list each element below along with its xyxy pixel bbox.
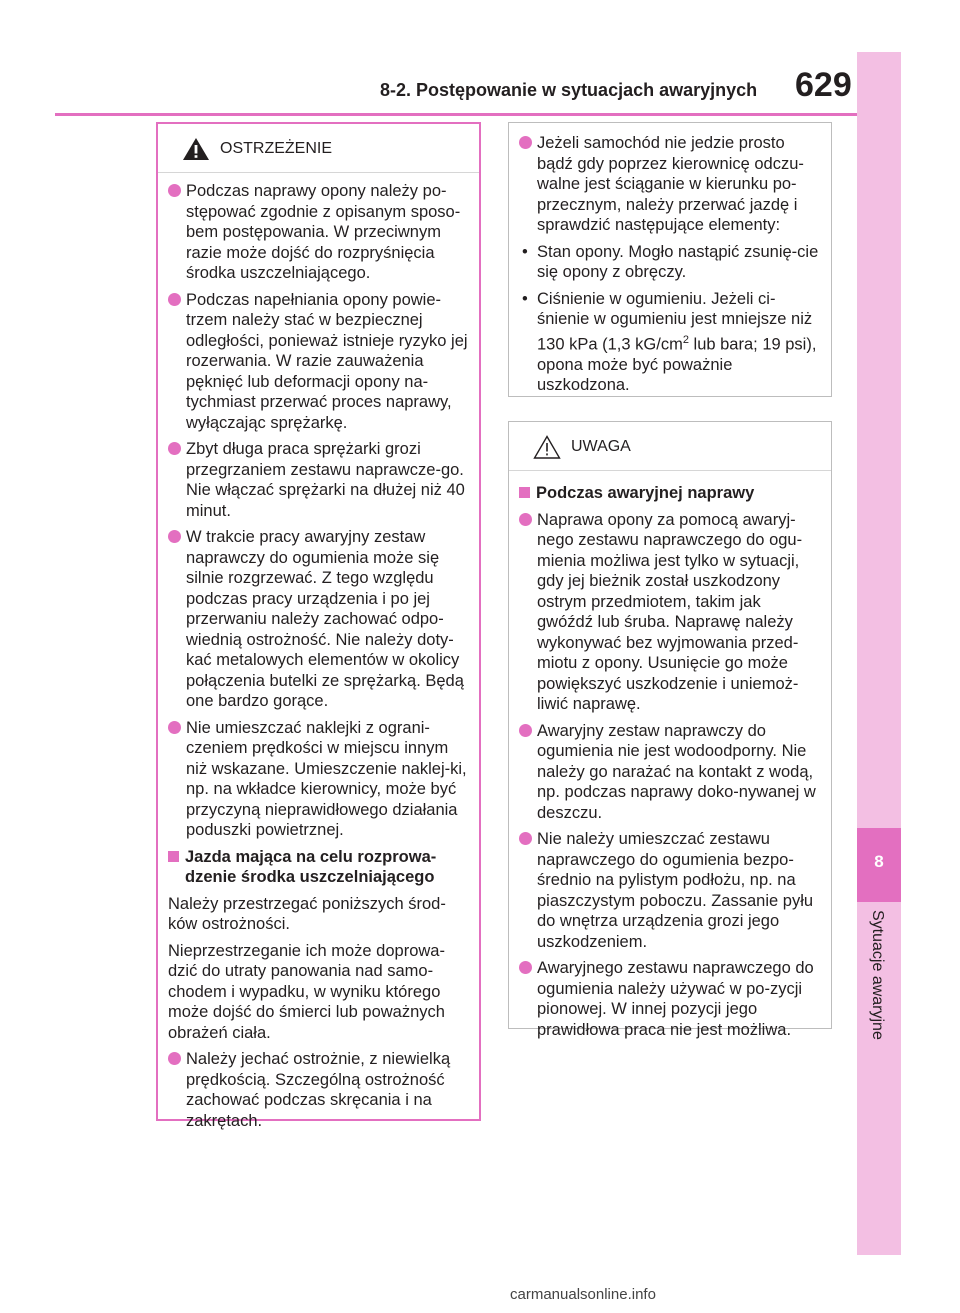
bullet-dot-icon bbox=[168, 1052, 181, 1065]
bullet-dot-icon bbox=[168, 184, 181, 197]
list-item-text: Należy jechać ostrożnie, z niewielką prędkością. Szczególną ostrożność zachować podczas skręcania i na zakrętach. bbox=[186, 1050, 451, 1130]
side-tab bbox=[857, 52, 901, 1255]
header-rule bbox=[55, 113, 857, 116]
list-item bbox=[168, 290, 469, 434]
list-item bbox=[519, 958, 821, 1040]
side-tab-number: 8 bbox=[874, 852, 884, 871]
list-item-text: Nie umieszczać naklejki z ograni-czeniem prędkości w miejscu innym niż wskazane. Umieszczenie naklej-ki, np. na wkładce kierownicy, może być przyczyną nieprawidłowego działania poduszki powietrznej. bbox=[186, 718, 467, 839]
bullet-dot-icon bbox=[519, 724, 532, 737]
list-item bbox=[519, 133, 821, 236]
warning-title: OSTRZEŻENIE bbox=[220, 140, 333, 157]
continued-note-box bbox=[508, 122, 832, 397]
dash-item bbox=[519, 289, 821, 396]
list-item-text: Awaryjnego zestawu naprawczego do ogumienia należy używać w po-zycji pionowej. W innej pozycji jego prawidłowa praca nie jest możliwa. bbox=[537, 959, 814, 1039]
bullet-dot-icon bbox=[519, 832, 532, 845]
bullet-dot-icon bbox=[519, 136, 532, 149]
list-item-text: Zbyt długa praca sprężarki grozi przegrzaniem zestawu naprawcze-go. Nie włączać sprężarki na dłużej niż 40 minut. bbox=[186, 440, 465, 520]
list-item bbox=[519, 721, 821, 824]
subheading bbox=[168, 847, 469, 888]
notice-box-header bbox=[509, 422, 831, 471]
list-item bbox=[168, 1049, 469, 1131]
list-item-text: Podczas napełniania opony powie-trzem należy stać w bezpiecznej odległości, ponieważ istnieje ryzyko jej rozerwania. W razie zauważenia pęknięć lub deformacji opony na-tychmiast przerwać proces naprawy, wyłączając sprężarkę. bbox=[186, 290, 468, 432]
paragraph: Należy przestrzegać poniższych środ-ków ostrożności. bbox=[168, 894, 446, 933]
dash-item-text: Stan opony. Mogło nastąpić zsunię-cie się opony z obręczy. bbox=[537, 242, 819, 281]
list-item bbox=[519, 510, 821, 715]
warning-outline-icon bbox=[533, 435, 561, 459]
list-item-text: Naprawa opony za pomocą awaryj-nego zestawu naprawczego do ogu-mienia możliwa jest tylko w sytuacji, gdy jej bieżnik został uszkodzony ostrym przedmiotem, takim jak gwóźdź lub śruba. Naprawę należy wykonywać bez wyjmowania przed-miotu z opony. Usunięcie go może powiększyć uszkodzenie i uniemoż-liwić naprawę. bbox=[537, 510, 803, 713]
list-item bbox=[519, 829, 821, 952]
list-item-text: Nie należy umieszczać zestawu naprawczego do ogumienia bezpo-średnio na pylistym podłożu, np. na piaszczystym poboczu. Zassanie pyłu do wnętrza urządzenia grozi jego uszkodzeniem. bbox=[537, 830, 814, 951]
square-bullet-icon bbox=[519, 487, 530, 498]
bullet-dot-icon bbox=[168, 293, 181, 306]
list-item bbox=[168, 439, 469, 521]
list-item-text: Jeżeli samochód nie jedzie prosto bądź gdy poprzez kierownicę odczu-walne jest ściąganie w kierunku po-przecznym, należy przerwać jazdę i sprawdzić następujące elementy: bbox=[537, 134, 804, 234]
dash-item bbox=[519, 242, 821, 283]
bullet-dot-icon bbox=[519, 961, 532, 974]
dash-item-text: Ciśnienie w ogumieniu. Jeżeli ci-śnienie w ogumieniu jest mniejsze niż 130 kPa (1,3 kG/cm bbox=[537, 289, 813, 353]
bullet-dot-icon bbox=[168, 721, 181, 734]
dash-bullet-icon: • bbox=[522, 289, 528, 308]
warning-filled-icon bbox=[182, 137, 210, 161]
subheading bbox=[519, 483, 821, 504]
dash-item-tail: lub bara; 19 psi), opona może być poważnie uszkodzona. bbox=[537, 335, 817, 394]
notice-content bbox=[509, 471, 831, 1040]
square-bullet-icon bbox=[168, 851, 179, 862]
list-item-text: W trakcie pracy awaryjny zestaw naprawczy do ogumienia może się silnie rozgrzewać. Z tego względu podczas pracy urządzenia i po jej przerwaniu należy zachować odpo-wiednią ostrożność. Nie należy doty-kać metalowych elementów w okolicy połączenia butelki ze sprężarką. Będą one bardzo gorące. bbox=[186, 528, 464, 710]
list-item bbox=[168, 181, 469, 284]
subheading-text: Jazda mająca na celu rozprowa-dzenie środka uszczelniającego bbox=[185, 847, 437, 886]
bullet-dot-icon bbox=[168, 442, 181, 455]
subheading-text: Podczas awaryjnej naprawy bbox=[536, 484, 755, 502]
bullet-dot-icon bbox=[168, 530, 181, 543]
list-item bbox=[168, 718, 469, 841]
side-tab-label: Sytuacje awaryjne bbox=[869, 910, 886, 1040]
continued-note-content bbox=[509, 123, 831, 396]
list-item-text: Awaryjny zestaw naprawczy do ogumienia nie jest wodoodporny. Nie należy go narażać na kontakt z wodą, np. podczas naprawy doko-nywanej w deszczu. bbox=[537, 721, 816, 822]
notice-title: UWAGA bbox=[571, 438, 631, 455]
section-header: 8-2. Postępowanie w sytuacjach awaryjnych bbox=[380, 80, 758, 100]
list-item-text: Podczas naprawy opony należy po-stępować zgodnie z opisanym sposo-bem postępowania. W przeciwnym razie może dojść do rozpryśnięcia środka uszczelniającego. bbox=[186, 182, 461, 282]
page-number: 629 bbox=[795, 66, 852, 104]
footer-watermark[interactable]: carmanualsonline.info bbox=[510, 1286, 656, 1303]
warning-content bbox=[158, 173, 479, 1131]
dash-bullet-icon: • bbox=[522, 242, 528, 261]
superscript: 2 bbox=[682, 333, 689, 346]
bullet-dot-icon bbox=[519, 513, 532, 526]
list-item bbox=[168, 527, 469, 712]
warning-box bbox=[156, 122, 481, 1130]
paragraph: Nieprzestrzeganie ich może doprowa-dzić do utraty panowania nad samo-chodem i wypadku, w wyniku którego może dojść do śmierci lub poważnych obrażeń ciała. bbox=[168, 941, 445, 1042]
warning-box-header bbox=[158, 124, 479, 173]
notice-box bbox=[508, 421, 832, 1039]
